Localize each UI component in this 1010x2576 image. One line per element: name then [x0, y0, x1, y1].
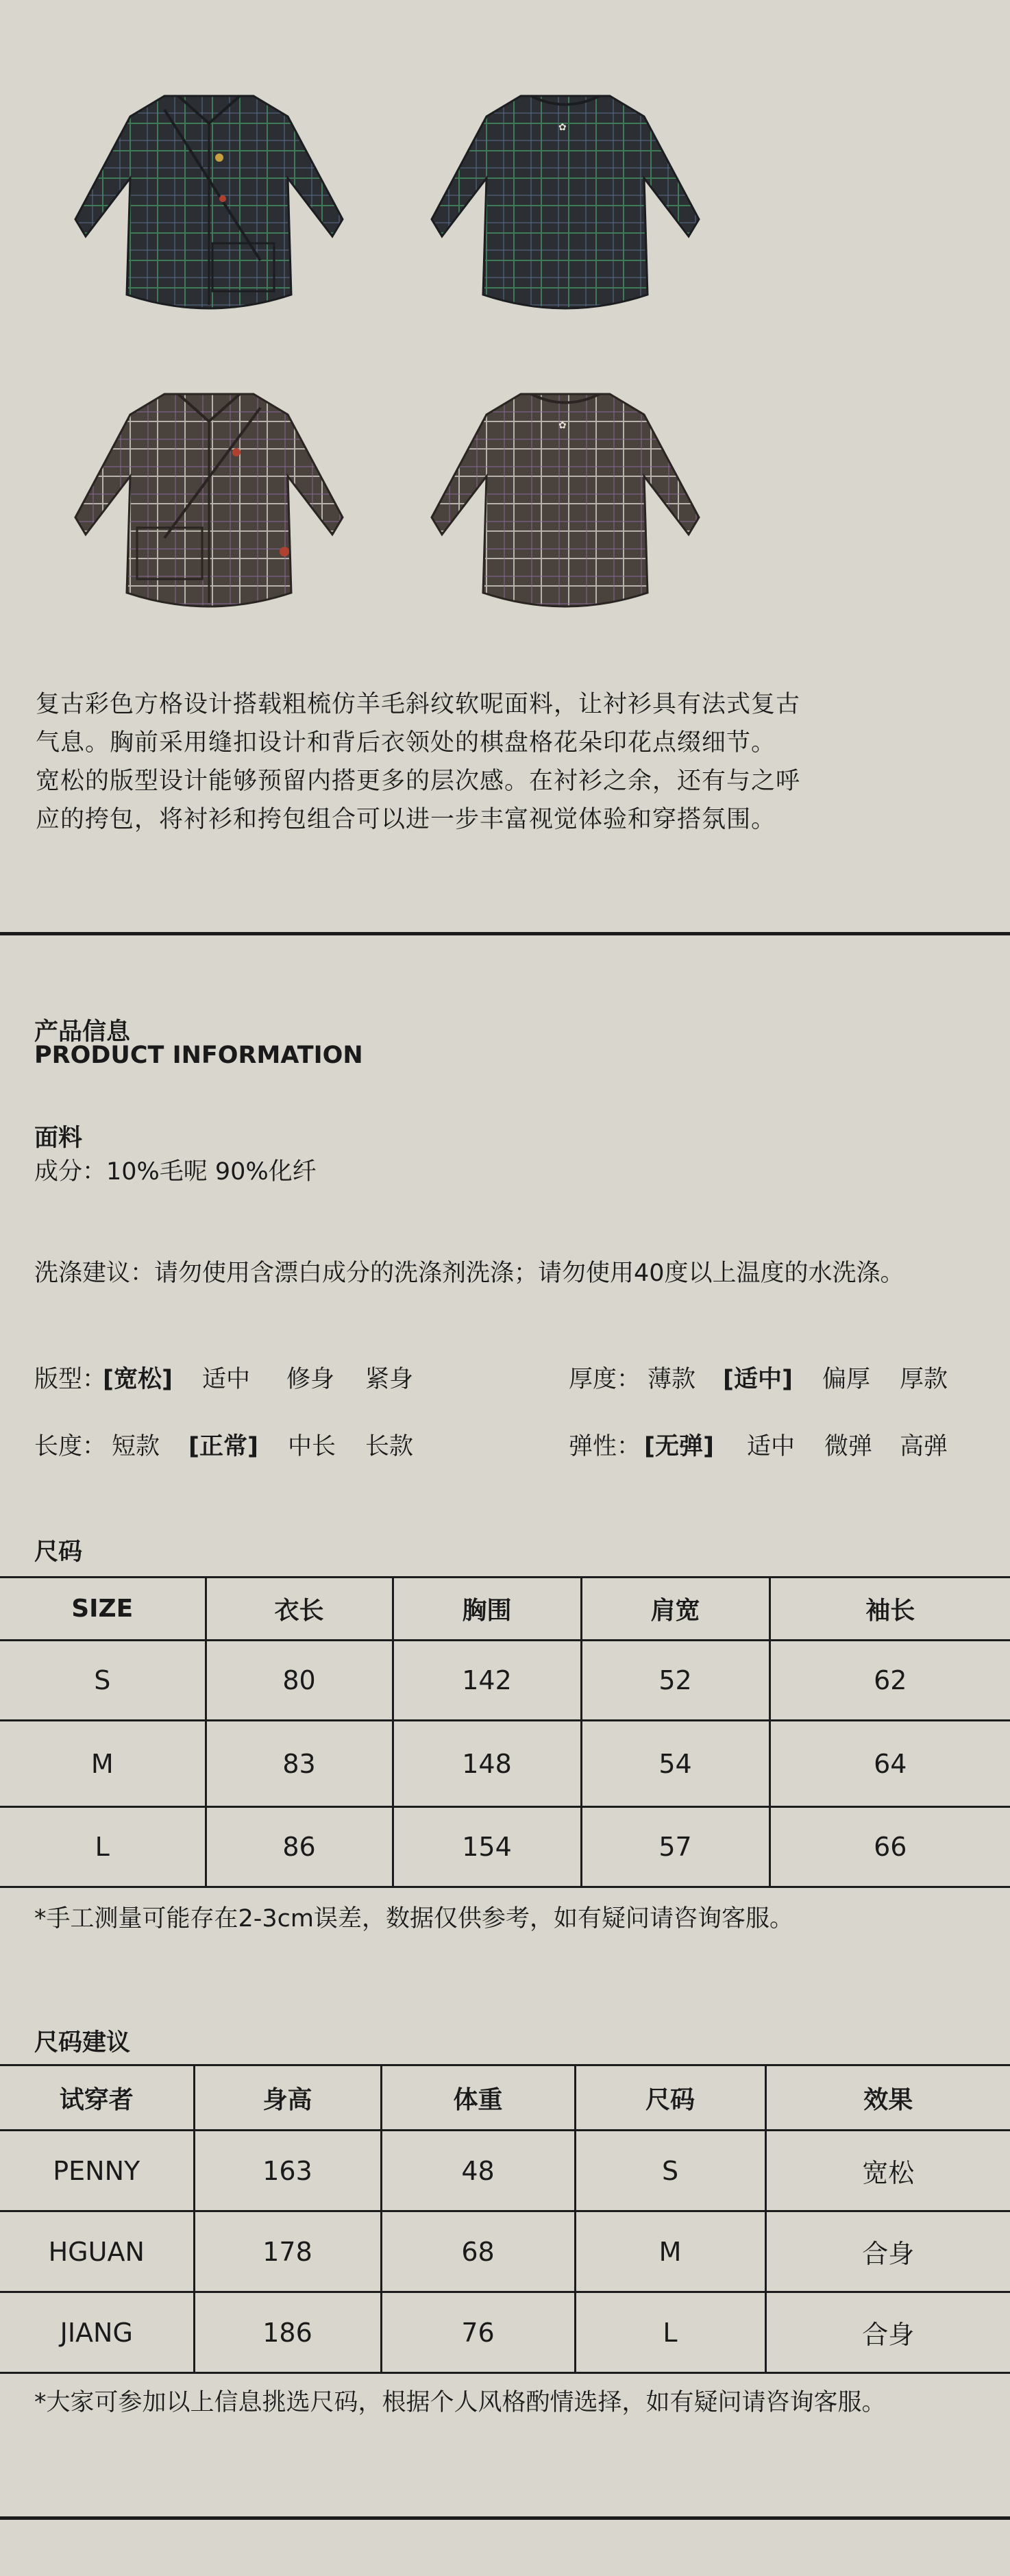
column-header: 体重	[381, 2065, 575, 2131]
table-cell: M	[575, 2211, 765, 2292]
description-line: 应的挎包，将衬衫和挎包组合可以进一步丰富视觉体验和穿搭氛围。	[36, 806, 776, 833]
length-option: 短款	[112, 1433, 160, 1460]
table-row	[0, 2211, 1010, 2292]
description-line: 气息。胸前采用缝扣设计和背后衣领处的棋盘格花朵印花点缀细节。	[36, 729, 776, 757]
table-header-row	[0, 1578, 1010, 1641]
table-cell: 宽松	[765, 2131, 1010, 2211]
product-description	[36, 685, 858, 839]
shirt-front-dark-image	[62, 82, 356, 329]
elasticity-option-selected: [无弹]	[644, 1433, 714, 1460]
table-cell: PENNY	[0, 2131, 194, 2211]
elasticity-option: 高弹	[900, 1433, 948, 1460]
table-cell: 148	[393, 1721, 581, 1807]
table-cell: 48	[381, 2131, 575, 2211]
column-header: 尺码	[575, 2065, 765, 2131]
elasticity-option: 适中	[747, 1433, 796, 1460]
thickness-option: 偏厚	[822, 1366, 871, 1393]
length-option: 中长	[288, 1433, 336, 1460]
shirt-back-brown-image	[418, 380, 713, 627]
table-row	[0, 1807, 1010, 1887]
elasticity-label: 弹性：	[569, 1433, 641, 1460]
table-row	[0, 2131, 1010, 2211]
table-cell: 66	[769, 1807, 1010, 1887]
description-line: 宽松的版型设计能够预留内搭更多的层次感。在衬衫之余，还有与之呼	[36, 768, 801, 795]
thickness-label: 厚度：	[569, 1366, 641, 1393]
column-header: 试穿者	[0, 2065, 194, 2131]
table-cell: S	[575, 2131, 765, 2211]
table-cell: 合身	[765, 2211, 1010, 2292]
elasticity-option: 微弹	[824, 1433, 873, 1460]
column-header: 胸围	[393, 1578, 581, 1641]
fit-option-selected: [宽松]	[103, 1366, 173, 1393]
shirt-front-brown-image	[62, 380, 356, 627]
size-suggestion-table	[0, 2064, 1010, 2374]
table-cell: L	[575, 2292, 765, 2373]
table-cell: 80	[206, 1641, 393, 1721]
table-cell: 178	[194, 2211, 381, 2292]
table-row	[0, 1641, 1010, 1721]
shirt-back-dark-image	[418, 82, 713, 329]
description-line: 复古彩色方格设计搭载粗梳仿羊毛斜纹软呢面料，让衬衫具有法式复古	[36, 691, 801, 718]
table-cell: 57	[581, 1807, 769, 1887]
product-info-title-cn: 产品信息	[34, 1018, 131, 1046]
table-row	[0, 2292, 1010, 2373]
table-cell: 142	[393, 1641, 581, 1721]
product-info-title-en: PRODUCT INFORMATION	[34, 1042, 363, 1069]
table-cell: 64	[769, 1721, 1010, 1807]
bottom-divider	[0, 2516, 1010, 2520]
thickness-option: 厚款	[900, 1366, 948, 1393]
table-header-row	[0, 2065, 1010, 2131]
size-suggestion-title: 尺码建议	[34, 2029, 131, 2057]
length-label: 长度：	[34, 1433, 107, 1460]
size-chart-table	[0, 1576, 1010, 1888]
table-cell: 62	[769, 1641, 1010, 1721]
table-cell: 52	[581, 1641, 769, 1721]
fit-option: 紧身	[365, 1366, 414, 1393]
length-option-selected: [正常]	[188, 1433, 258, 1460]
size-chart-title: 尺码	[34, 1538, 83, 1566]
table-cell: 186	[194, 2292, 381, 2373]
table-cell: 54	[581, 1721, 769, 1807]
table-cell: 86	[206, 1807, 393, 1887]
fit-option: 适中	[202, 1366, 251, 1393]
column-header: 效果	[765, 2065, 1010, 2131]
thickness-option: 薄款	[648, 1366, 696, 1393]
fabric-title: 面料	[34, 1125, 83, 1152]
column-header: 衣长	[206, 1578, 393, 1641]
table-cell: 68	[381, 2211, 575, 2292]
fabric-composition: 成分：10%毛呢 90%化纤	[34, 1158, 317, 1186]
table-cell: 合身	[765, 2292, 1010, 2373]
table-cell: JIANG	[0, 2292, 194, 2373]
table-cell: 76	[381, 2292, 575, 2373]
column-header: 袖长	[769, 1578, 1010, 1641]
table-cell: M	[0, 1721, 206, 1807]
fit-option: 修身	[286, 1366, 335, 1393]
table-cell: L	[0, 1807, 206, 1887]
length-option: 长款	[365, 1433, 414, 1460]
column-header: 身高	[194, 2065, 381, 2131]
column-header: 肩宽	[581, 1578, 769, 1641]
svg-text:✿: ✿	[558, 420, 567, 431]
table-cell: S	[0, 1641, 206, 1721]
table-cell: HGUAN	[0, 2211, 194, 2292]
table-cell: 154	[393, 1807, 581, 1887]
table-row	[0, 1721, 1010, 1807]
section-divider	[0, 932, 1010, 935]
svg-text:✿: ✿	[558, 122, 567, 133]
thickness-option-selected: [适中]	[723, 1366, 793, 1393]
size-suggestion-note: *大家可参加以上信息挑选尺码，根据个人风格酌情选择，如有疑问请咨询客服。	[34, 2389, 886, 2416]
table-cell: 163	[194, 2131, 381, 2211]
fit-label: 版型：	[34, 1366, 107, 1393]
column-header: SIZE	[0, 1578, 206, 1641]
care-instructions: 洗涤建议：请勿使用含漂白成分的洗涤剂洗涤；请勿使用40度以上温度的水洗涤。	[34, 1260, 904, 1287]
size-chart-note: *手工测量可能存在2-3cm误差，数据仅供参考，如有疑问请咨询客服。	[34, 1905, 794, 1933]
table-cell: 83	[206, 1721, 393, 1807]
